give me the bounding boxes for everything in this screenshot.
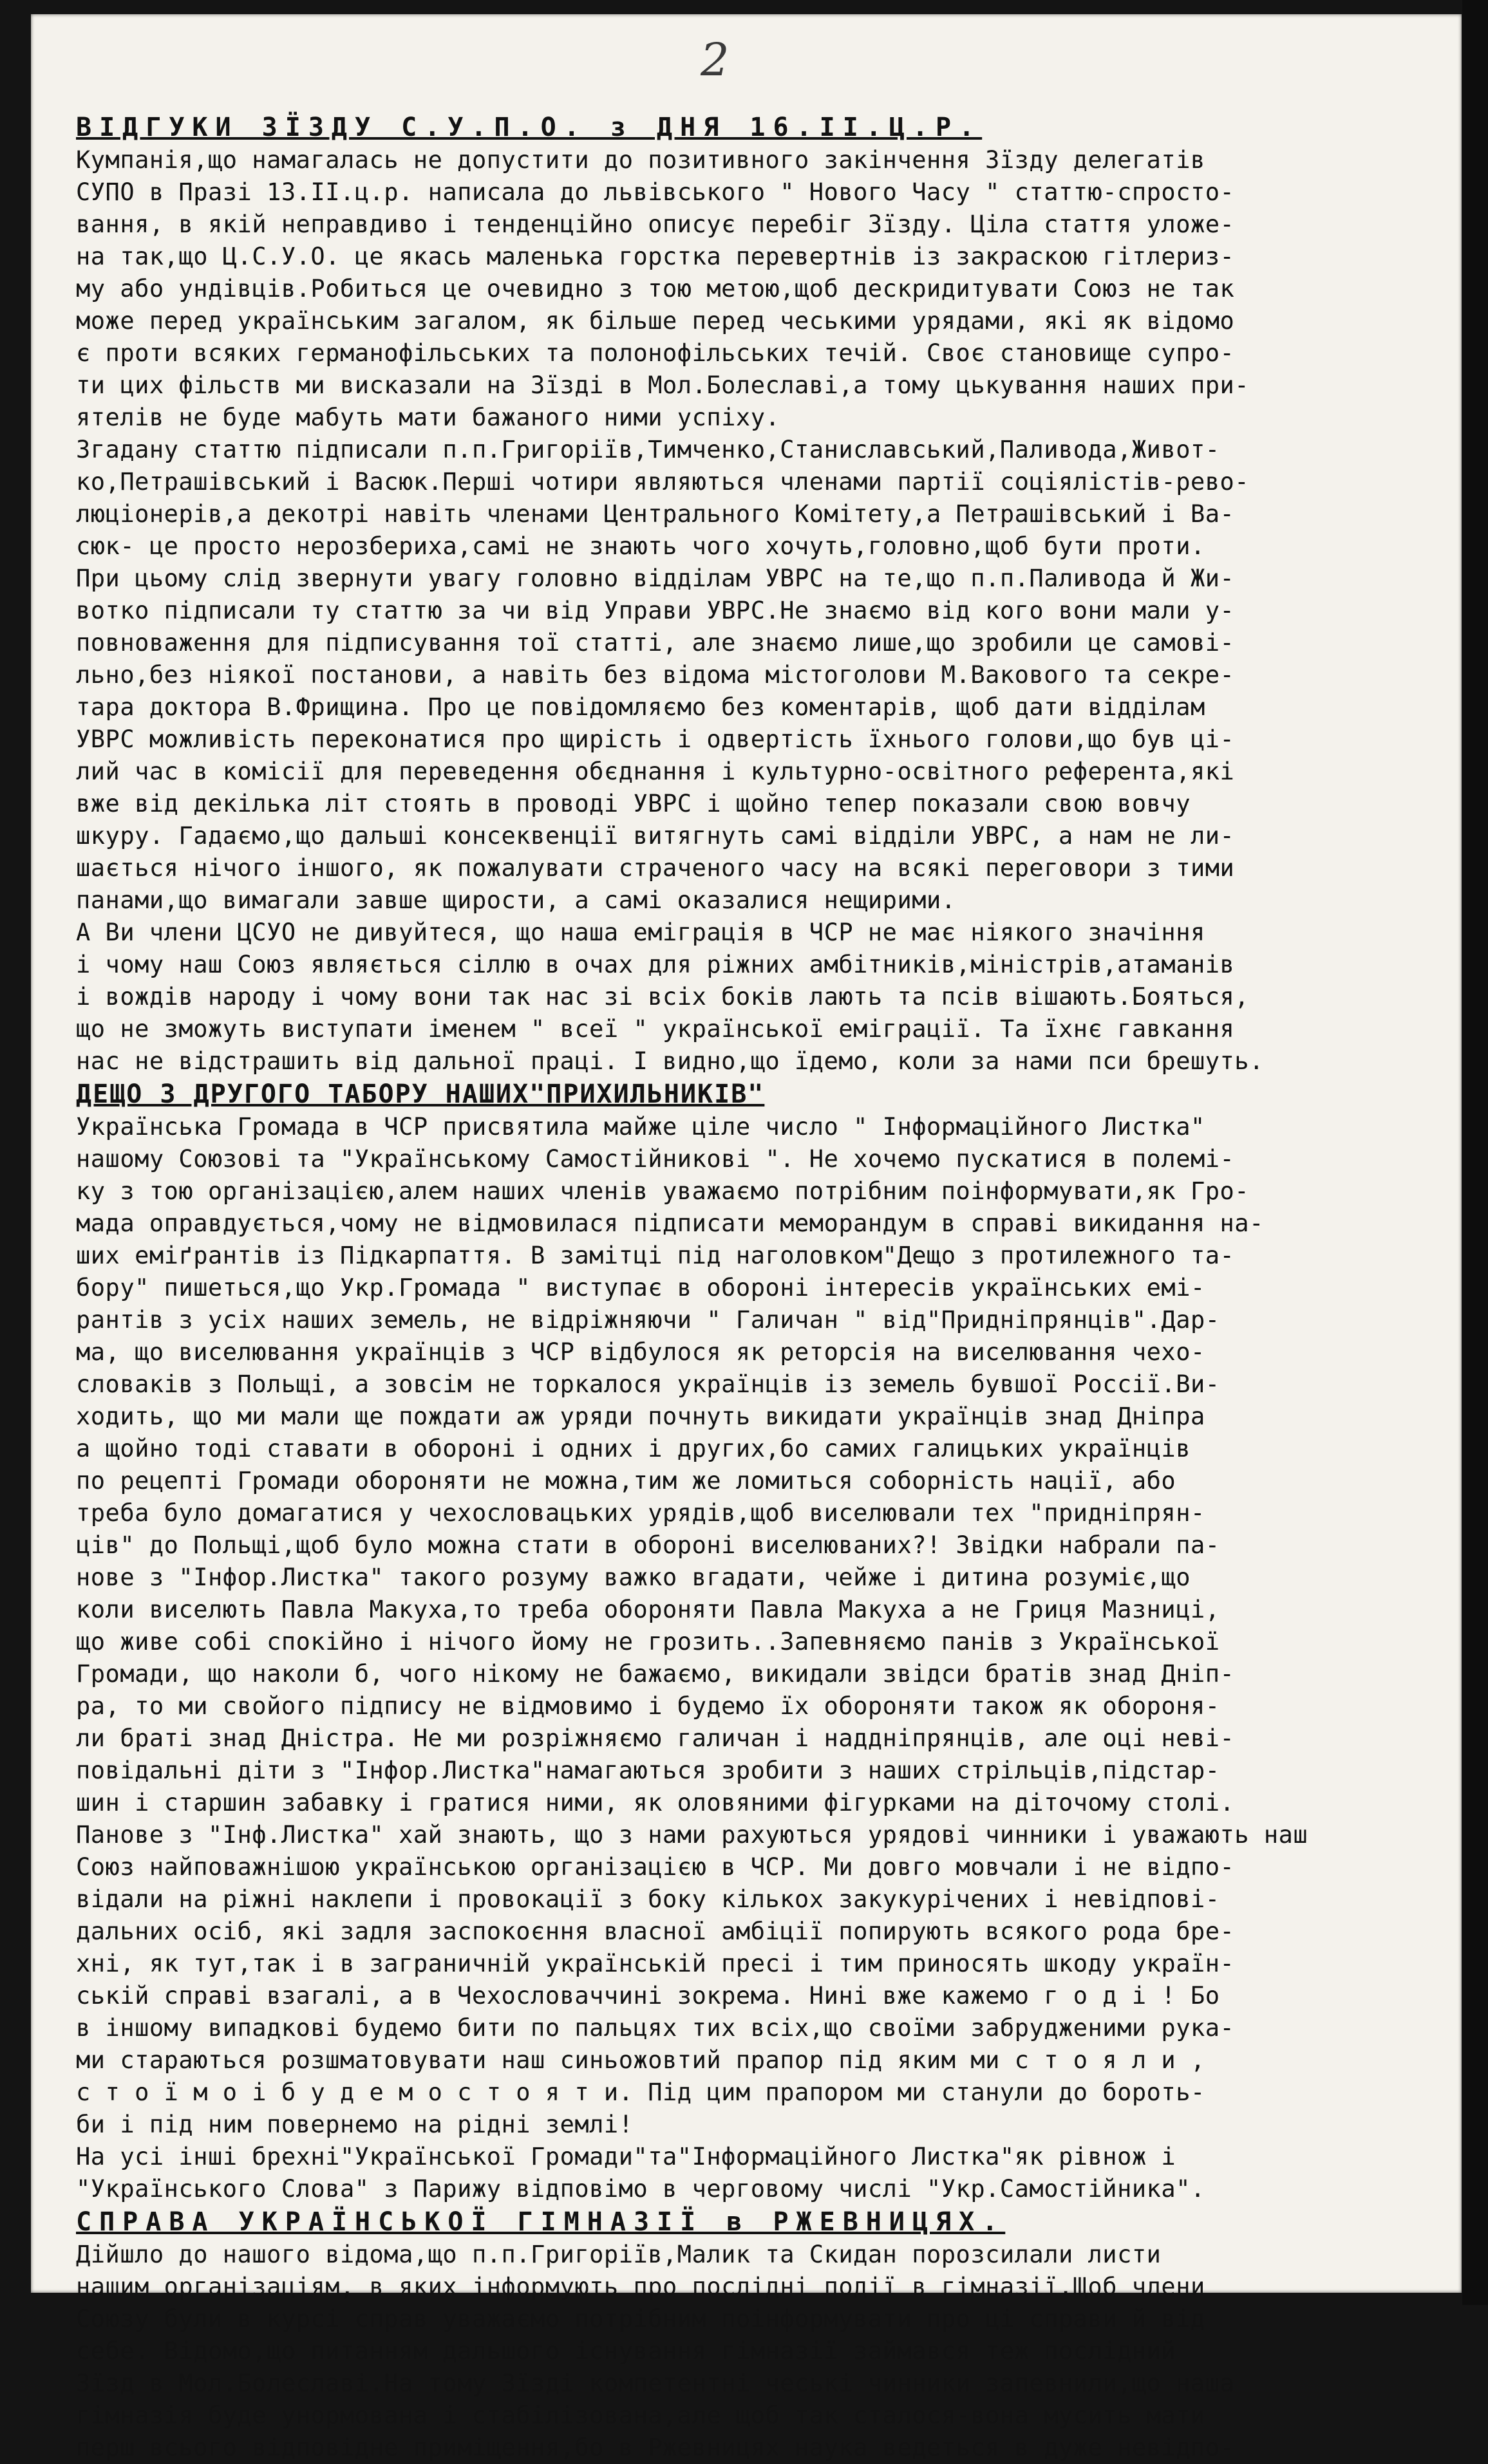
section-heading-congress-responses: ВІДГУКИ ЗЇЗДУ С.У.П.О. з ДНЯ 16.ІІ.Ц.Р. (76, 113, 983, 142)
scan-border (1462, 0, 1488, 2305)
text-line: СУПО в Празі 13.ІІ.ц.р. написала до львівського " Нового Часу " статтю-спросто- (76, 178, 1235, 206)
text-line: коли виселють Павла Макуха,то треба обороняти Павла Макуха а не Гриця Мазниці, (76, 1596, 1220, 1623)
text-line: Панове з "Інф.Листка" хай знають, що з нами рахуються урядові чинники і уважають наш (76, 1821, 1308, 1849)
page-number: 2 (701, 33, 730, 86)
text-line: вотко підписали ту статтю за чи від Управи УВРС.Не знаємо від кого вони мали у- (76, 597, 1235, 624)
text-line: ятелів не буде мабуть мати бажаного ними успіху. (76, 404, 780, 431)
text-line: ти цих фільств ми висказали на Зїзді в Мол.Болеславі,а тому цькування наших при- (76, 371, 1250, 399)
text-line: повноваження для підписування тої статті, але знаємо лише,що зробили це самові- (76, 629, 1235, 657)
text-line: ра, то ми свойого підпису не відмовимо і будемо їх обороняти також як обороня- (76, 1692, 1220, 1720)
text-line: по рецепті Громади обороняти не можна,тим же ломиться соборність нації, або (76, 1467, 1176, 1495)
section-heading-gymnasium: СПРАВА УКРАЇНСЬКОЇ ГІМНАЗІЇ в РЖЕВНИЦЯХ. (76, 2207, 1006, 2237)
text-line: вже від декілька літ стоять в проводі УВРС і щойно тепер показали свою вовчу (76, 790, 1191, 817)
text-line: Громади, що наколи б, чого нікому не бажаємо, викидали звідси братів знад Дніп- (76, 1660, 1235, 1688)
text-line: А Ви члени ЦСУО не дивуйтеся, що наша еміграція в ЧСР не має ніякого значіння (76, 919, 1205, 946)
text-line: що живе собі спокійно і нічого йому не грозить..Запевняємо панів з Української (76, 1628, 1220, 1656)
text-line: ській справі взагалі, а в Чехословаччині зокрема. Нині вже кажемо г о д і ! Бо (76, 1982, 1220, 2010)
text-line: На усі інші брехні"Української Громади"та"Інформаційного Листка"як рівнож і (76, 2143, 1176, 2170)
text-line: може перед українським загалом, як більше перед чеськими урядами, які як відомо (76, 307, 1235, 335)
text-line: панами,що вимагали завше щирости, а самі оказалися нещирими. (76, 886, 956, 914)
text-line: вання, в якій неправдиво і тенденційно описує перебіг Зїзду. Ціла стаття уложе- (76, 210, 1235, 238)
text-line: і чому наш Союз являється сіллю в очах для ріжних амбітників,міністрів,атаманів (76, 951, 1235, 978)
paragraph (76, 1111, 1467, 2141)
text-line: ходить, що ми мали ще пождати аж уряди почнуть викидати українців знад Дніпра (76, 1403, 1205, 1430)
text-line: повідальні діти з "Інфор.Листка"намагаються зробити з наших стрільців,підстар- (76, 1757, 1220, 1784)
text-line: люціонерів,а декотрі навіть членами Центрального Комітету,а Петрашівський і Ва- (76, 500, 1235, 528)
text-line: що не зможуть виступати іменем " всеї " української еміграції. Та їхнє гавкання (76, 1015, 1235, 1043)
text-line: Союзу були в курсі справ уважаємо потрібним поінформувати про ці справи й від (76, 2305, 1205, 2333)
text-line: нашим організаціям, в яких інформують про послідні події в гімназії.Щоб члени (76, 2273, 1205, 2301)
text-line: дальних осіб, які задля заспокоєння власної амбіції попирують всякого рода бре- (76, 1918, 1235, 1945)
text-line: ко,Петрашівський і Васюк.Перші чотири являються членами партії соціялістів-рево- (76, 468, 1250, 496)
document-sheet (31, 14, 1462, 2461)
text-line: відали на ріжні наклепи і провокації з боку кількох закукурічених і невідпові- (76, 1885, 1220, 1913)
text-line: гімназія буде унормована і стабілізована,але щоб так сталося-вона мусить мати (76, 2402, 1205, 2429)
text-line: лий час в комісії для переведення обєднання і культурно-освітного референта,які (76, 758, 1235, 785)
text-line: УВРС можливість переконатися про щирість і одвертість їхнього голови,що був ці- (76, 725, 1235, 753)
text-line: перш всього відповідне приміщення,бо в Ржевницях наука ведеться в дуже невідпо- (76, 2434, 1235, 2461)
text-line: бору" пишеться,що Укр.Громада " виступає в обороні інтересів українських емі- (76, 1274, 1205, 1302)
text-line: ших еміґрантів із Підкарпаття. В замітці під наголовком"Дещо з протилежного та- (76, 1242, 1235, 1269)
text-line: би і під ним повернемо на рідні землі! (76, 2111, 634, 2138)
text-line: ців" до Польщі,щоб було можна стати в обороні виселюваних?! Звідки набрали па- (76, 1531, 1220, 1559)
paragraph (76, 2239, 1467, 2464)
text-line: Союз найповажнішою українською організацією в ЧСР. Ми довго мовчали і не відпо- (76, 1853, 1235, 1881)
text-line: нашому Союзові та "Українському Самостійникові ". Не хочемо пускатися в полемі- (76, 1145, 1235, 1173)
text-line: словаків з Польщі, а зовсім не торкалося українців із земель бувшої Россії.Ви- (76, 1370, 1220, 1398)
text-line: сюк- це просто нерозбериха,самі не знають чого хочуть,головно,щоб бути проти. (76, 532, 1205, 560)
text-line: Згадану статтю підписали п.п.Григоріїв,Тимченко,Станиславський,Паливода,Живот- (76, 436, 1220, 463)
text-line: на так,що Ц.С.У.О. це якась маленька горстка перевертнів із закраскою гітлериз- (76, 243, 1235, 270)
text-line: Зїзд в Мол.Болеславі.На тому Зїзді компетентні чеські чинники запевнили,що наша (76, 2369, 1235, 2397)
paragraph (76, 144, 1467, 434)
document-body (76, 111, 1467, 2464)
text-line: шається нічого іншого, як пожалувати страченого часу на всякі переговори з тими (76, 854, 1235, 882)
text-line: шин і старшин забавку і гратися ними, як оловяними фігурками на діточому столі. (76, 1789, 1235, 1816)
text-line: мада оправдується,чому не відмовилася підписати меморандум в справі викидання на- (76, 1209, 1264, 1237)
text-line: Дійшло до нашого відома,що п.п.Григоріїв,Малик та Скидан порозсилали листи (76, 2241, 1162, 2268)
text-line: ма, що виселювання українців з ЧСР відбулося як реторсія на виселювання чехо- (76, 1338, 1205, 1366)
text-line: ми стараються розшматовувати наш синьожовтий прапор під яким ми с т о я л и , (76, 2046, 1205, 2074)
text-line: му або ундівців.Робиться це очевидно з тою метою,щоб дескридитувати Союз не так (76, 275, 1235, 303)
text-line: є проти всяких германофільських та полонофільських течій. Своє становище супро- (76, 339, 1235, 367)
text-line: Кумпанія,що намагалась не допустити до позитивного закінчення Зїзду делегатів (76, 146, 1205, 174)
text-line: Українська Громада в ЧСР присвятила майже ціле число " Інформаційного Листка" (76, 1113, 1205, 1141)
text-line: рантів з усіх наших земель, не відріжняючи " Галичан " від"Придніпрянців".Дар- (76, 1306, 1220, 1334)
section-heading-other-camp: ДЕЩО З ДРУГОГО ТАБОРУ НАШИХ"ПРИХИЛЬНИКІВ" (76, 1079, 765, 1109)
text-line: с т о ї м о і б у д е м о с т о я т и. Під цим прапором ми станули до бороть- (76, 2078, 1205, 2106)
paragraph (76, 434, 1467, 917)
text-line: себе. Відомо,що питанням дальшого існування гімназії займався теж послідний (76, 2337, 1176, 2365)
text-line: тара доктора В.Фрищина. Про це повідомляємо без коментарів, щоб дати відділам (76, 693, 1205, 721)
text-line: ку з тою організацією,алем наших членів уважаємо потрібним поінформувати,як Гро- (76, 1177, 1250, 1205)
paragraph (76, 917, 1467, 1078)
text-line: в іншому випадкові будемо бити по пальцях тих всіх,що своїми забрудженими рука- (76, 2014, 1235, 2042)
text-line: При цьому слід звернути увагу головно відділам УВРС на те,що п.п.Паливода й Жи- (76, 565, 1235, 592)
text-line: а щойно тоді ставати в обороні і одних і других,бо самих галицьких українців (76, 1435, 1191, 1462)
text-line: шкуру. Гадаємо,що дальші консеквенції витягнуть самі відділи УВРС, а нам не ли- (76, 822, 1235, 850)
text-line: нас не відстрашить від дальної праці. І видно,що їдемо, коли за нами пси брешуть. (76, 1047, 1264, 1075)
text-line: нове з "Інфор.Листка" такого розуму важко вгадати, чейже і дитина розуміє,що (76, 1563, 1191, 1591)
text-line: хні, як тут,так і в заграничній українській пресі і тим приносять шкоду україн- (76, 1950, 1235, 1977)
text-line: і вождів народу і чому вони так нас зі всіх боків лають та псів вішають.Бояться, (76, 983, 1250, 1011)
text-line: ли браті знад Дністра. Не ми розріжняємо галичан і наддніпрянців, але оці неві- (76, 1724, 1235, 1752)
paragraph (76, 2141, 1467, 2205)
text-line: льно,без ніякої постанови, а навіть без відома містоголови М.Вакового та секре- (76, 661, 1235, 689)
text-line: треба було домагатися у чехословацьких урядів,щоб виселювали тех "придніпрян- (76, 1499, 1205, 1527)
text-line: "Українського Слова" з Парижу відповімо в черговому числі "Укр.Самостійника". (76, 2175, 1205, 2203)
